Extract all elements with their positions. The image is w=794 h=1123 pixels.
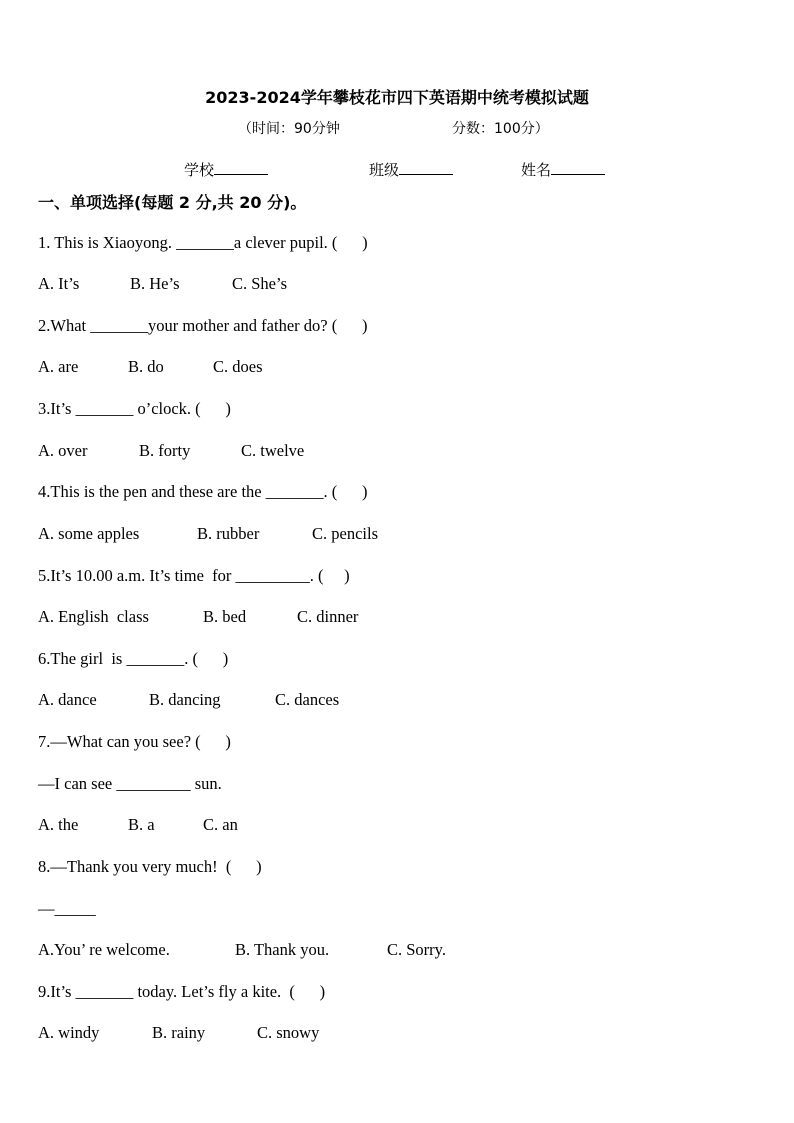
question-9-option-c: C. snowy [257,1023,320,1042]
question-3-option-a: A. over [38,441,88,460]
question-1-option-c: C. She’s [232,274,288,293]
question-3-option-b: B. forty [139,441,191,460]
question-7-option-a: A. the [38,815,79,834]
question-7-option-c: C. an [203,815,238,834]
question-2-option-c: C. does [213,357,263,376]
question-9-option-b: B. rainy [152,1023,206,1042]
school-blank[interactable] [214,160,268,175]
question-8-stem: 8.—Thank you very much! ( ) [38,857,262,876]
question-5-option-b: B. bed [203,607,247,626]
question-2-stem: 2.What _______your mother and father do? ( ) [38,316,368,335]
name-label: 姓名 [521,161,552,179]
question-7-stem: 7.—What can you see? ( ) [38,732,231,751]
time-info: （时间：90分钟 [238,121,340,137]
question-3-option-c: C. twelve [241,441,305,460]
question-4-option-b: B. rubber [197,524,260,543]
question-8-line2: —_____ [38,899,96,918]
school-label: 学校 [184,161,215,179]
question-6-option-a: A. dance [38,690,97,709]
question-5-option-c: C. dinner [297,607,359,626]
question-1-stem: 1. This is Xiaoyong. _______a clever pupil. ( ) [38,233,368,252]
question-6-option-c: C. dances [275,690,340,709]
exam-title: 2023-2024学年攀枝花市四下英语期中统考模拟试题 [205,88,589,107]
question-6-stem: 6.The girl is _______. ( ) [38,649,229,668]
question-5-stem: 5.It’s 10.00 a.m. It’s time for _________. ( ) [38,566,350,585]
question-5-option-a: A. English class [38,607,149,626]
question-4-stem: 4.This is the pen and these are the _______. ( ) [38,482,368,501]
name-field [521,159,605,180]
question-4-option-a: A. some apples [38,524,140,543]
question-4-option-c: C. pencils [312,524,378,543]
question-8-option-c: C. Sorry. [387,940,446,959]
question-2-option-b: B. do [128,357,164,376]
class-field [369,159,453,180]
section-title: 一、单项选择(每题 2 分,共 20 分)。 [38,193,307,212]
class-label: 班级 [369,161,400,179]
question-7-line2: —I can see _________ sun. [38,774,222,793]
name-blank[interactable] [551,160,605,175]
question-3-stem: 3.It’s _______ o’clock. ( ) [38,399,231,418]
question-8-option-a: A.You’ re welcome. [38,940,170,959]
question-6-option-b: B. dancing [149,690,221,709]
question-2-option-a: A. are [38,357,79,376]
question-8-option-b: B. Thank you. [235,940,330,959]
score-info: 分数：100分） [452,121,549,137]
question-7-option-b: B. a [128,815,155,834]
question-1-option-b: B. He’s [130,274,180,293]
question-9-stem: 9.It’s _______ today. Let’s fly a kite. ( ) [38,982,326,1001]
school-field [184,159,268,180]
class-blank[interactable] [399,160,453,175]
question-9-option-a: A. windy [38,1023,100,1042]
question-1-option-a: A. It’s [38,274,80,293]
